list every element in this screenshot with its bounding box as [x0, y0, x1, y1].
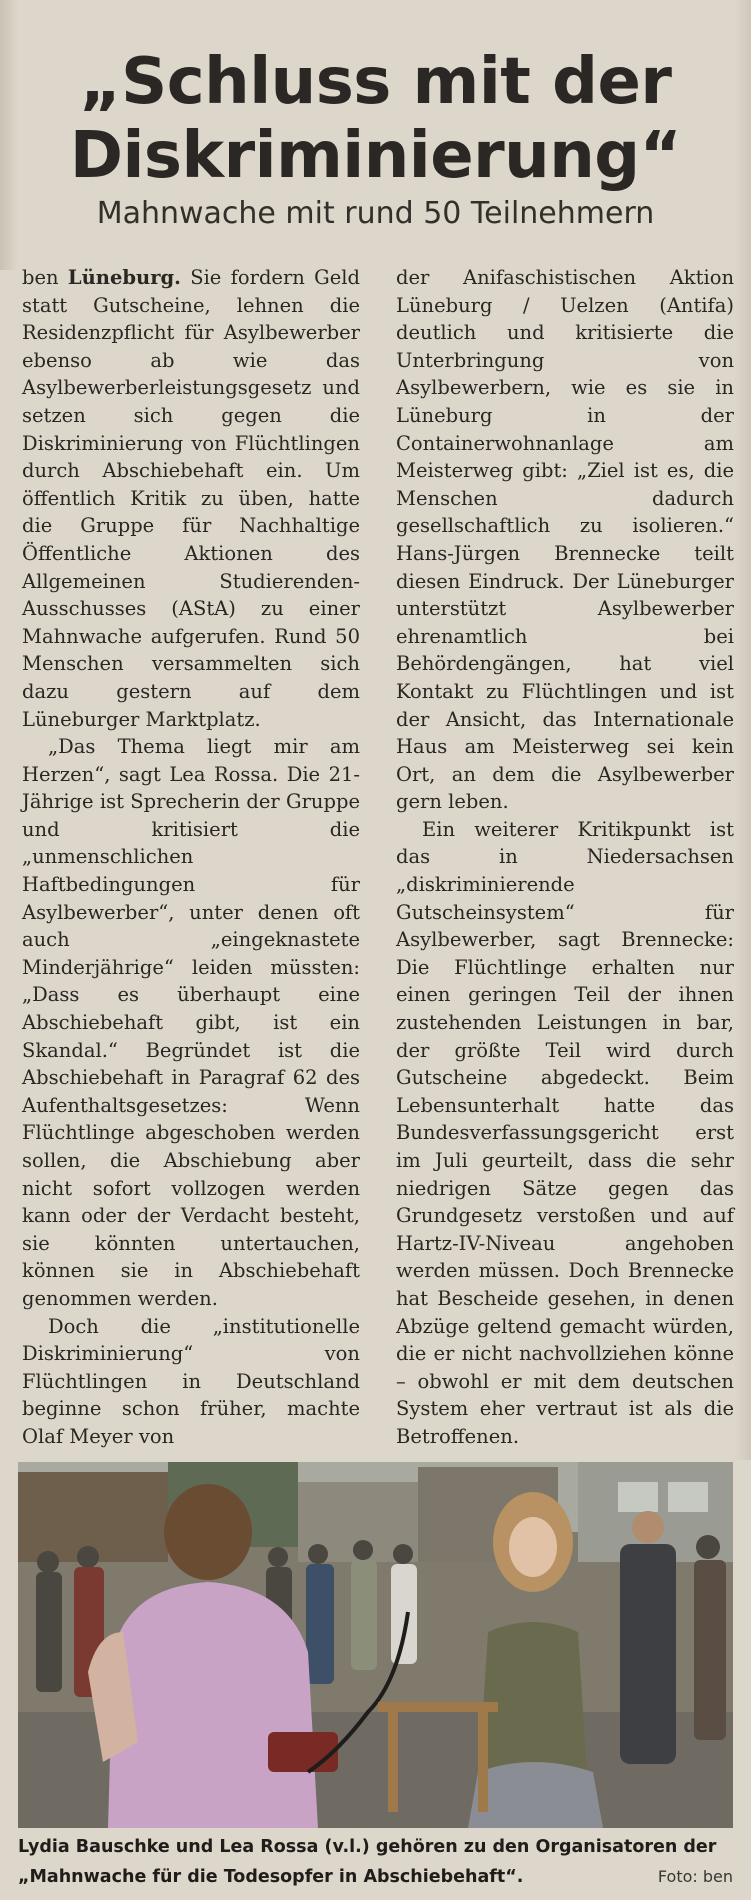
paragraph-5: Ein weiterer Kritikpunkt ist das in Niedersachsen „diskriminierende Gutscheinsystem“ für Asylbewerber, sagt Brennecke: Die Flüchtlinge erhalten nur einen geringen Teil der ihnen zustehenden Leistungen in bar, der größte Teil wird durch Gutscheine abgedeckt. Beim Lebensunterhalt hatte das Bundesverfassungsgericht erst im Juli geurteilt, dass die sehr niedrigen Sätze gegen das Grundgesetz verstoßen und auf Hartz-IV-Niveau angehoben werden müssen. Doch Brennecke hat Bescheide gesehen, in denen Abzüge geltend gemacht würden, die er nicht nachvollziehen könne – obwohl er mit dem deutschen System eher vertraut ist als die Betroffenen.: [396, 817, 734, 1448]
paper-edge-left: [0, 0, 18, 270]
paragraph-2: „Das Thema liegt mir am Herzen“, sagt Lea Rossa. Die 21-Jährige ist Sprecherin der Gruppe und kritisiert die „unmenschlichen Haftbedingungen für Asylbewerber“, unter denen oft auch „eingeknastete Minderjährige“ leiden müssten: „Dass es überhaupt eine Abschiebehaft gibt, ist ein Skandal.“ Begründet ist die Abschiebehaft in Paragraf 62 des Aufenthaltsgesetzes: Wenn Flüchtlinge abgeschoben werden sollen, die Abschiebung aber nicht sofort vollzogen werden kann oder der Verdacht besteht, sie könnten untertauchen, können sie in Abschiebehaft genommen werden.: [22, 735, 360, 1310]
paragraph-1: ben Lüneburg. Sie fordern Geld statt Gutscheine, lehnen die Residenzpflicht für Asylbewerber ebenso ab wie das Asylbewerberleistungsgesetz und setzen sich gegen die Diskriminierung von Flüchtlingen durch Abschiebehaft ein. Um öffentlich Kritik zu üben, hatte die Gruppe für Nachhaltige Öffentliche Aktionen des Allgemeinen Studierenden-Ausschusses (AStA) zu einer Mahnwache aufgerufen. Rund 50 Menschen versammelten sich dazu gestern auf dem Lüneburger Marktplatz.: [22, 266, 361, 731]
paper-edge-right: [735, 0, 751, 1460]
article-column-left: [22, 264, 360, 1451]
subheadline: Mahnwache mit rund 50 Teilnehmern: [96, 196, 655, 231]
article-photo: [18, 1462, 733, 1828]
photo-caption: Lydia Bauschke und Lea Rossa (v.l.) gehören zu den Organisatoren der „Mahnwache für die Todesopfer in Abschiebehaft“.: [18, 1837, 717, 1887]
dateline: Lüneburg.: [67, 266, 181, 289]
headline: „Schluss mit der Diskriminierung“: [69, 44, 682, 193]
mahnwache-photo-illustration: [18, 1462, 733, 1828]
paragraph-4: der Anifaschistischen Aktion Lüneburg / Uelzen (Antifa) deutlich und kritisierte die Unterbringung von Asylbewerbern, wie es sie in Lüneburg in der Containerwohnanlage am Meisterweg gibt: „Ziel ist es, die Menschen dadurch gesellschaftlich zu isolieren.“ Hans-Jürgen Brennecke teilt diesen Eindruck. Der Lüneburger unterstützt Asylbewerber ehrenamtlich bei Behördengängen, hat viel Kontakt zu Flüchtlingen und ist der Ansicht, das Internationale Haus am Meisterweg sei kein Ort, an dem die Asylbewerber gern leben.: [396, 266, 734, 814]
photo-credit: Foto: ben: [657, 1867, 733, 1886]
article-column-right: [396, 264, 734, 1451]
paragraph-3: Doch die „institutionelle Diskriminierung“ von Flüchtlingen in Deutschland beginne schon früher, machte Olaf Meyer von: [22, 1314, 360, 1448]
